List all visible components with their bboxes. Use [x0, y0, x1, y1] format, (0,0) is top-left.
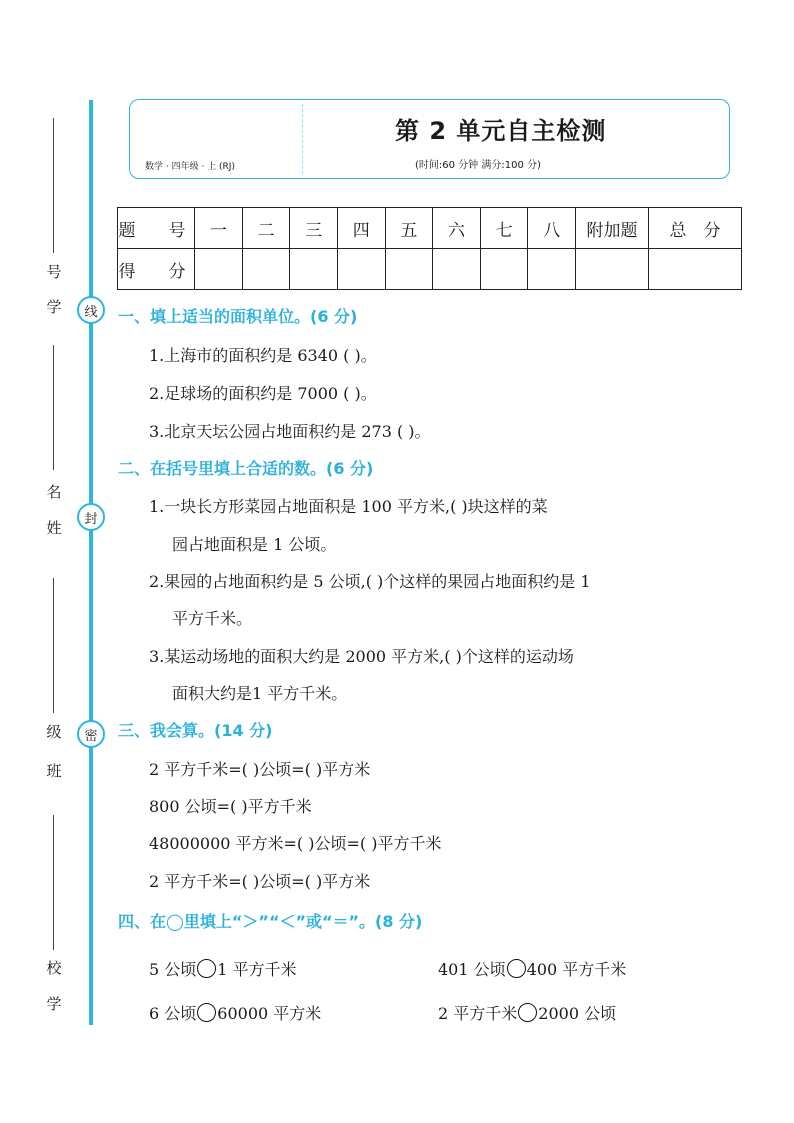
question-line: 48000000 平方米=( )公顷=( )平方千米: [149, 834, 442, 853]
compare-item: [149, 957, 297, 980]
table-header-cell: 一: [195, 208, 243, 249]
score-cell[interactable]: [290, 249, 338, 290]
compare-item: [438, 1001, 616, 1024]
table-header-cell: 四: [337, 208, 385, 249]
section-title: 四、在◯里填上“＞”“＜”或“＝”。(8 分): [118, 912, 423, 931]
score-cell[interactable]: [385, 249, 433, 290]
fill-line: [53, 578, 54, 713]
compare-right: 1 平方千米: [217, 960, 297, 979]
score-cell[interactable]: [576, 249, 649, 290]
table-header-cell: 三: [290, 208, 338, 249]
compare-circle[interactable]: [197, 959, 216, 978]
score-cell[interactable]: [433, 249, 481, 290]
compare-left: 401 公顷: [438, 960, 506, 979]
question-line: 2 平方千米=( )公顷=( )平方米: [149, 760, 371, 779]
section-title: 二、在括号里填上合适的数。(6 分): [118, 459, 374, 478]
exam-info: (时间:60 分钟 满分:100 分): [415, 160, 541, 171]
table-header-cell: 总 分: [649, 208, 742, 249]
score-cell[interactable]: [195, 249, 243, 290]
page-title: 第 2 单元自主检测: [395, 117, 607, 145]
binding-rail: [89, 100, 93, 1025]
seal-mark-mi: 密: [77, 720, 105, 748]
side-char: 姓: [46, 519, 62, 537]
table-header-cell: 八: [528, 208, 576, 249]
compare-right: 2000 公顷: [538, 1004, 617, 1023]
compare-item: [149, 1001, 321, 1024]
score-table: [117, 207, 742, 290]
compare-circle[interactable]: [507, 959, 526, 978]
compare-left: 2 平方千米: [438, 1004, 518, 1023]
question-line: 2.足球场的面积约是 7000 ( )。: [149, 384, 377, 403]
table-row: [118, 208, 742, 249]
score-cell[interactable]: [528, 249, 576, 290]
question-line: 2 平方千米=( )公顷=( )平方米: [149, 872, 371, 891]
side-char: 级: [46, 723, 62, 741]
table-row: [118, 249, 742, 290]
score-cell[interactable]: [242, 249, 290, 290]
seal-mark-xian: 线: [77, 296, 105, 324]
question-line: 面积大约是1 平方千米。: [172, 684, 348, 703]
question-line: 3.某运动场地的面积大约是 2000 平方米,( )个这样的运动场: [149, 647, 574, 666]
question-line: 平方千米。: [172, 609, 253, 628]
compare-right: 400 平方千米: [526, 960, 627, 979]
seal-mark-feng: 封: [77, 503, 105, 531]
compare-circle[interactable]: [197, 1003, 216, 1022]
question-line: 1.上海市的面积约是 6340 ( )。: [149, 346, 377, 365]
section-title: 一、填上适当的面积单位。(6 分): [118, 307, 358, 326]
side-char: 学: [46, 995, 62, 1013]
table-header-cell: 六: [433, 208, 481, 249]
side-char: 班: [46, 762, 62, 780]
question-line: 2.果园的占地面积约是 5 公顷,( )个这样的果园占地面积约是 1: [149, 572, 591, 591]
header-divider: [302, 104, 303, 174]
compare-right: 60000 平方米: [217, 1004, 322, 1023]
fill-line: [53, 118, 54, 253]
score-cell[interactable]: [649, 249, 742, 290]
side-char: 号: [46, 263, 62, 281]
section-title: 三、我会算。(14 分): [118, 721, 273, 740]
header-box: [129, 99, 730, 179]
table-header-cell: 题 号: [118, 208, 195, 249]
score-cell[interactable]: [337, 249, 385, 290]
table-header-cell: 七: [480, 208, 528, 249]
question-line: 1.一块长方形菜园占地面积是 100 平方米,( )块这样的菜: [149, 497, 548, 516]
subject-label: 数学 · 四年级 · 上 (RJ): [145, 162, 235, 172]
question-line: 园占地面积是 1 公顷。: [172, 535, 337, 554]
compare-item: [438, 957, 626, 980]
question-line: 3.北京天坛公园占地面积约是 273 ( )。: [149, 422, 431, 441]
table-header-cell: 五: [385, 208, 433, 249]
question-line: 800 公顷=( )平方千米: [149, 797, 312, 816]
side-char: 名: [46, 483, 62, 501]
fill-line: [53, 345, 54, 470]
compare-left: 5 公顷: [149, 960, 197, 979]
table-row-label: 得 分: [118, 249, 195, 290]
side-char: 校: [46, 959, 62, 977]
compare-circle[interactable]: [518, 1003, 537, 1022]
side-char: 学: [46, 298, 62, 316]
fill-line: [53, 815, 54, 950]
compare-left: 6 公顷: [149, 1004, 197, 1023]
table-header-cell: 二: [242, 208, 290, 249]
score-cell[interactable]: [480, 249, 528, 290]
table-header-cell: 附加题: [576, 208, 649, 249]
